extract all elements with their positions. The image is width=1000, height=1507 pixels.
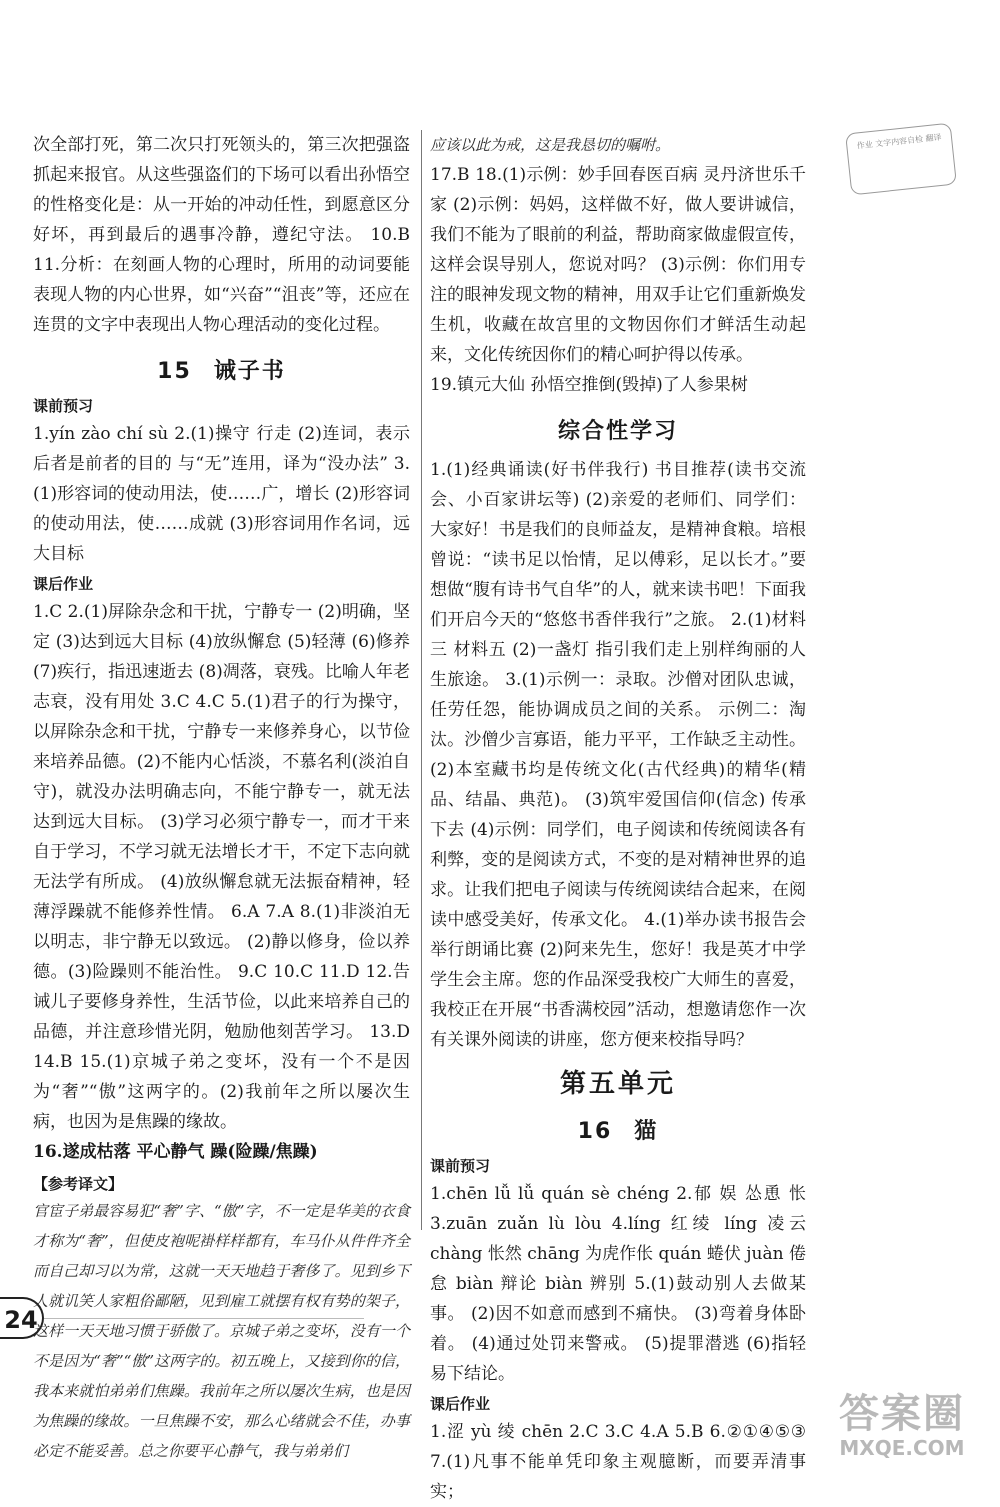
homework-heading: 课后作业 — [33, 575, 94, 593]
reference-translation: 官宦子弟最容易犯“奢”字、“傲”字，不一定是华美的衣食才称为“奢”，但使皮袍呢褂样样都有，车马仆从件件齐全而自己却习以为常，这就一天天地趋于奢侈了。见到乡下人就讥笑人家粗俗鄙陋，见到雇工就摆有权有势的架子，这样一天天地习惯于骄傲了。京城子弟之变坏，没有一个不是因为“奢”“傲”这两字的。初五晚上，又接到你的信，我本来就怕弟弟们焦躁。我前年之所以屡次生病，也是因为焦躁的缘故。一旦焦躁不安，那么心绪就会不佳，办事必定不能妥善。总之你要平心静气，我与弟弟们 — [33, 1202, 410, 1460]
preview-heading: 课前预习 — [33, 397, 94, 415]
watermark-logo: 答案圈 — [839, 1391, 965, 1437]
comprehensive-answers: 1.(1)经典诵读(好书伴我行) 书目推荐(读书交流会、小百家讲坛等) (2)亲爱的老师们、同学们：大家好！书是我们的良师益友，是精神食粮。培根曾说：“读书足以怡情，足以傅彩，足以长才。”要想做“腹有诗书气自华”的人，就来读书吧！下面我们开启今天的“悠悠书香伴我行”之旅。 2.(1)材料三 材料五 (2)一盏灯 指引我们走上别样绚丽的人生旅途。 3.(1)示例一：录取。沙僧对团队忠诚，任劳任怨，能协调成员之间的关系。 示例二：淘汰。沙僧少言寡语，能力平平，工作缺乏主动性。(2)本室藏书均是传统文化(古代经典)的精华(精品、结晶、典范)。 (3)筑牢爱国信仰(信念) 传承下去 (4)示例：同学们，电子阅读和传统阅读各有利弊，变的是阅读方式，不变的是对精神世界的追求。让我们把电子阅读与传统阅读结合起来，在阅读中感受美好，传承文化。 4.(1)举办读书报告会 举行朗诵比赛 (2)阿来先生，您好！我是英才中学学生会主席。您的作品深受我校广大师生的喜爱，我校正在开展“书香满校园”活动，想邀请您作一次有关课外阅读的讲座，您方便来校指导吗？ — [430, 460, 806, 1050]
left-column — [33, 130, 410, 1466]
lesson-name: 诫子书 — [213, 359, 286, 384]
question-19: 19.镇元大仙 孙悟空推倒(毁掉)了人参果树 — [430, 375, 748, 395]
footer-rule — [44, 1318, 364, 1319]
lesson-number: 16 — [577, 1119, 613, 1144]
preview-heading: 课前预习 — [430, 1157, 491, 1175]
watermark — [812, 1392, 992, 1466]
lesson-number: 15 — [157, 359, 192, 384]
homework-answers: 1.C 2.(1)屏除杂念和干扰，宁静专一 (2)明确，坚定 (3)达到远大目标 (4)放纵懈怠 (5)轻薄 (6)修养 (7)疾行，指迅速逝去 (8)凋落，衰残。比喻人年老志衰，没有用处 3.C 4.C 5.(1)君子的行为操守，以屏除杂念和干扰，宁静专一来修养身心，以节俭来培养品德。(2)不能内心恬淡，不慕名利(淡泊自守)，就没办法明确志向，不能宁静专一，就无法达到远大目标。 (3)学习必须宁静专一，而才干来自于学习，不学习就无法增长才干，不定下志向就无法学有所成。 (4)放纵懈怠就无法振奋精神，轻薄浮躁就不能修养性情。 6.A 7.A 8.(1)非淡泊无以明志，非宁静无以致远。 (2)静以修身，俭以养德。(3)险躁则不能治性。 9.C 10.C 11.D 12.告诫儿子要修身养性，生活节俭，以此来培养自己的品德，并注意珍惜光阴，勉励他刻苦学习。 13.D 14.B 15.(1)京城子弟之变坏，没有一个不是因为“奢”“傲”这两字的。(2)我前年之所以屡次生病，也因为是焦躁的缘故。 — [33, 602, 410, 1132]
watermark-url: MXQE.COM — [839, 1436, 965, 1460]
lesson-16-title — [430, 1114, 806, 1145]
homework-answers: 1.涩 yù 绫 chēn 2.C 3.C 4.A 5.B 6.②①④⑤③ 7.(1)凡事不能单凭印象主观臆断，而要弄清事实； — [430, 1422, 806, 1502]
right-intro: 应该以此为戒，这是我恳切的嘱咐。 — [430, 136, 671, 154]
page-number: 24 — [0, 1297, 44, 1339]
column-divider — [421, 130, 422, 1230]
reference-translation-heading: 【参考译文】 — [33, 1175, 124, 1193]
homework-heading: 课后作业 — [430, 1395, 491, 1413]
preview-answers: 1.chēn lǚ lǚ quán sè chéng 2.郁 娱 怂恿 怅 3.zuān zuǎn lù lòu 4.líng 红绫 líng 凌云 chàng 怅然 chāng 为虎作伥 quán 蜷伏 juàn 倦怠 biàn 辩论 biàn 辨别 5.(1)鼓动别人去做某事。 (2)因不如意而感到不痛快。 (3)弯着身体卧着。 (4)通过处罚来警戒。 (5)提罪潜逃 (6)指轻易下结论。 — [430, 1184, 806, 1384]
right-column — [430, 130, 806, 1507]
stamp: 作业 文字内容自检 翻译 — [845, 123, 957, 196]
lesson-15-title — [33, 354, 410, 385]
question-16: 16.遂成枯落 平心静气 躁(险躁/焦躁) — [33, 1142, 318, 1162]
left-intro: 次全部打死，第二次只打死领头的，第三次把强盗抓起来报官。从这些强盗们的下场可以看出孙悟空的性格变化是：从一开始的冲动任性，到愿意区分好坏，再到最后的遇事冷静，遵纪守法。 10.B 11.分析：在刻画人物的心理时，所用的动词要能表现人物的内心世界，如“兴奋”“沮丧”等，还应在连贯的文字中表现出人物心理活动的变化过程。 — [33, 135, 410, 335]
comprehensive-learning-title: 综合性学习 — [557, 419, 678, 444]
lesson-name: 猫 — [634, 1119, 659, 1144]
preview-answers: 1.yín zào chí sù 2.(1)操守 行走 (2)连词，表示后者是前者的目的 与“无”连用，译为“没办法” 3.(1)形容词的使动用法，使……广，增长 (2)形容词的使动用法，使……成就 (3)形容词用作名词，远大目标 — [33, 424, 410, 564]
questions-17-18: 17.B 18.(1)示例：妙手回春医百病 灵丹济世乐千家 (2)示例：妈妈，这样做不好，做人要讲诚信，我们不能为了眼前的利益，帮助商家做虚假宣传，这样会误导别人，您说对吗？ (3)示例：你们用专注的眼神发现文物的精神，用双手让它们重新焕发生机，收藏在故宫里的文物因你们才鲜活生动起来，文化传统因你们的精心呵护得以传承。 — [430, 165, 806, 365]
unit-five-title: 第五单元 — [559, 1069, 676, 1099]
